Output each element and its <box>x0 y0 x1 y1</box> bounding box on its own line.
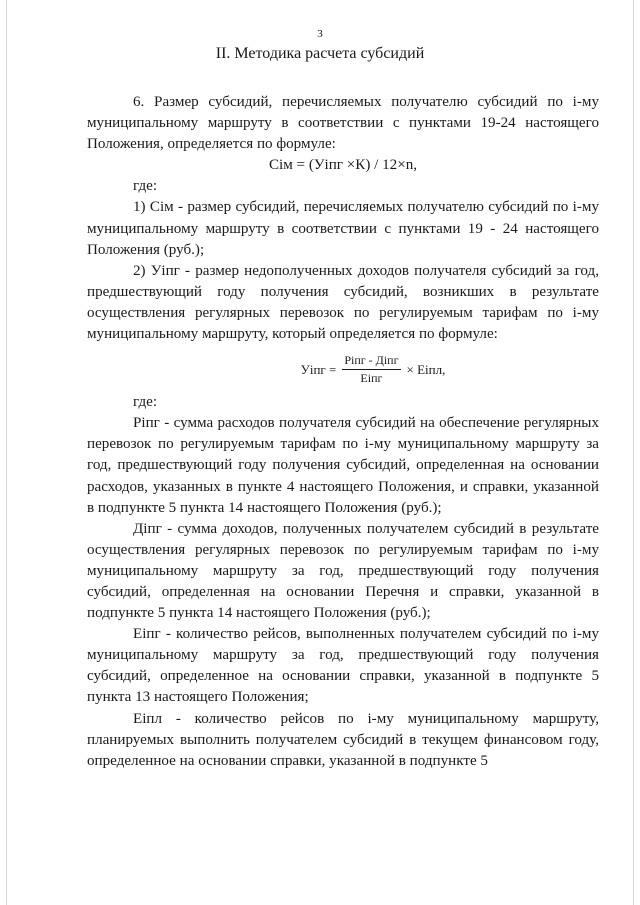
definition-dipg: Дiпг - сумма доходов, полученных получателем субсидий в результате осуществления регулярных перевозок по регулируемым тарифам по i-му муниципальному маршруту за год, предшествующий году получения субсидий, определенная на основании Перечня и справки, указанной в подпункте 5 пункта 14 настоящего Положения (руб.); <box>87 520 599 622</box>
formula-cim: Сiм = (Уiпг ×К) / 12×n, <box>268 157 418 174</box>
definition-item-1: 1) Сiм - размер субсидий, перечисляемых получателю субсидий по i-му муниципальному маршруту в соответствии с пунктами 19 - 24 настоящего Положения (руб.); <box>87 199 599 258</box>
formula-denominator: Еiпг <box>360 371 383 386</box>
scan-edge-right <box>633 0 634 905</box>
where-label: где: <box>133 394 158 411</box>
definition-eipl: Еiпл - количество рейсов по i-му муниципальному маршруту, планируемых выполнить получателем субсидий в текущем финансовом году, определенное на основании справки, указанной в подпункте 5 <box>87 710 599 769</box>
definition-eipg: Еiпг - количество рейсов, выполненных получателем субсидий по i-му муниципальному маршруту за год, предшествующий году получения субсидий, определенное на основании справки, указанной в подпункте 5 пункта 13 настоящего Положения; <box>87 626 599 706</box>
definition-item-2: 2) Уiпг - размер недополученных доходов получателя субсидий за год, предшествующий году получения субсидий, возникших в результате осуществления регулярных перевозок по регулируемым тарифам по i-му муниципальному маршруту, который определяется по формуле: <box>87 262 599 343</box>
paragraph-6: 6. Размер субсидий, перечисляемых получателю субсидий по i-му муниципальному маршруту в соответствии с пунктами 19-24 настоящего Положения, определяется по формуле: <box>87 94 599 153</box>
scan-edge-left <box>6 0 7 905</box>
page-number: 3 <box>317 28 323 40</box>
document-body <box>87 92 599 772</box>
formula-numerator: Рiпг - Дiпг <box>342 353 400 370</box>
section-title: II. Методика расчета субсидий <box>215 45 425 62</box>
formula-fraction <box>342 353 400 386</box>
formula-lhs: Уiпг = <box>300 362 337 378</box>
formula-uipg <box>87 353 599 386</box>
formula-rhs: × Еiпл, <box>406 362 446 378</box>
definition-ripg: Рiпг - сумма расходов получателя субсидий на обеспечение регулярных перевозок по регулируемым тарифам по i-му муниципальному маршруту за год, предшествующий году получения субсидий, определенная на основании расходов, указанных в пункте 4 настоящего Положения, и справки, указанной в подпункте 5 пункта 14 настоящего Положения (руб.); <box>87 415 599 516</box>
where-label: где: <box>133 178 158 195</box>
